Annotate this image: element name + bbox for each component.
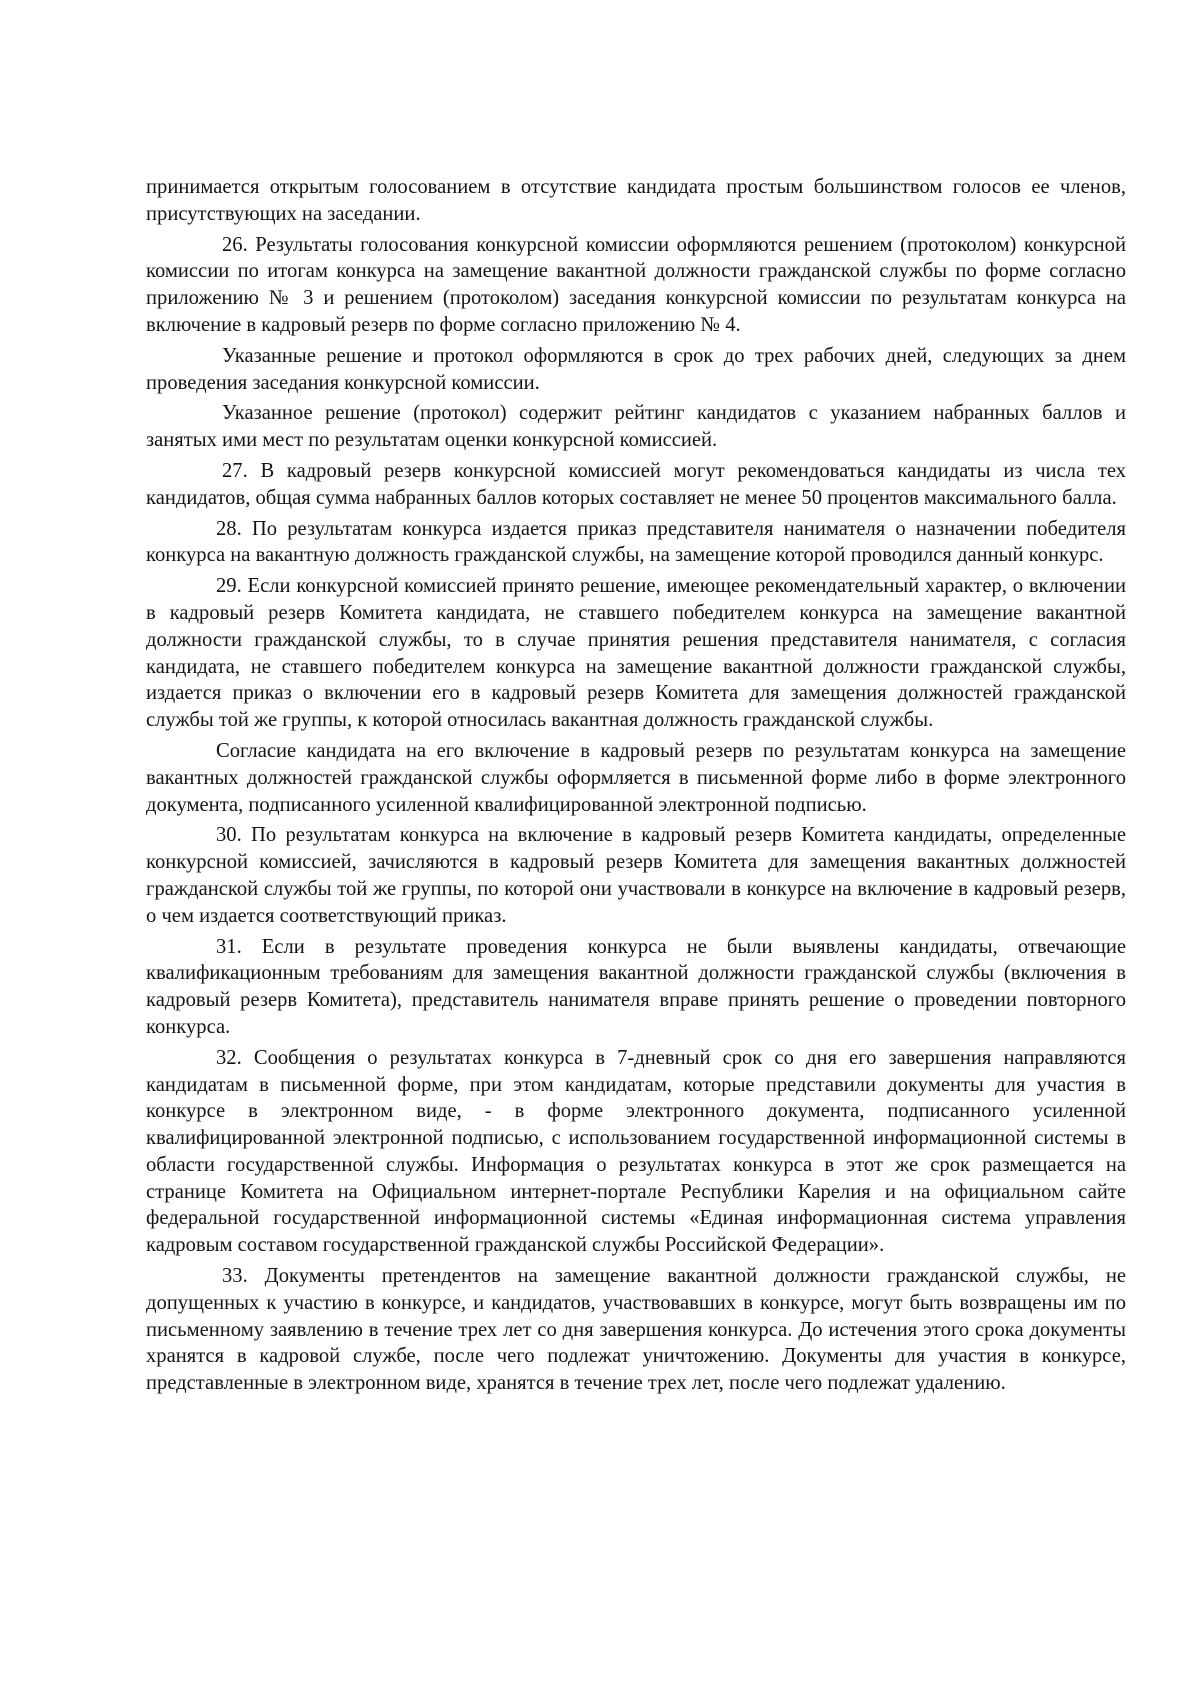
paragraph-30: 30. По результатам конкурса на включение в кадровый резерв Комитета кандидаты, определенные конкурсной комиссией, зачисляются в кадровый резерв Комитета для замещения вакантных должностей гражданской службы той же группы, по которой они участвовали в конкурсе на включение в кадровый резерв, о чем издается соответствующий приказ. [146,824,1126,927]
paragraph-26-deadline: Указанные решение и протокол оформляются в срок до трех рабочих дней, следующих за днем проведения заседания конкурсной комиссии. [146,344,1126,394]
paragraph-29-consent: Согласие кандидата на его включение в кадровый резерв по результатам конкурса на замещение вакантных должностей гражданской службы оформляется в письменной форме либо в форме электронного документа, подписанного усиленной квалифицированной электронной подписью. [146,739,1126,816]
paragraph-33: 33. Документы претендентов на замещение вакантной должности гражданской службы, не допущенных к участию в конкурсе, и кандидатов, участвовавших в конкурсе, могут быть возвращены им по письменному заявлению в течение трех лет со дня завершения конкурса. До истечения этого срока документы хранятся в кадровой службе, после чего подлежат уничтожению. Документы для участия в конкурсе, представленные в электронном виде, хранятся в течение трех лет, после чего подлежат удалению. [146,1265,1126,1395]
paragraph-continuation: принимается открытым голосованием в отсутствие кандидата простым большинством голосов ее членов, присутствующих на заседании. [146,176,1126,225]
paragraph-31: 31. Если в результате проведения конкурса не были выявлены кандидаты, отвечающие квалификационным требованиям для замещения вакантной должности гражданской службы (включения в кадровый резерв Комитета), представитель нанимателя вправе принять решение о проведении повторного конкурса. [146,935,1126,1038]
paragraph-26-rating: Указанное решение (протокол) содержит рейтинг кандидатов с указанием набранных баллов и занятых ими мест по результатам оценки конкурсной комиссией. [146,402,1126,452]
document-body [146,174,1126,1397]
paragraph-32: 32. Сообщения о результатах конкурса в 7-дневный срок со дня его завершения направляются кандидатам в письменной форме, при этом кандидатам, которые представили документы для участия в конкурсе в электронном виде, - в форме электронного документа, подписанного усиленной квалифицированной электронной подписью, с использованием государственной информационной системы в области государственной службы. Информация о результатах конкурса в этот же срок размещается на странице Комитета на Официальном интернет-портале Республики Карелия и на официальном сайте федеральной государственной информационной системы «Единая информационная система управления кадровым составом государственной гражданской службы Российской Федерации». [146,1046,1126,1257]
paragraph-28: 28. По результатам конкурса издается приказ представителя нанимателя о назначении победителя конкурса на вакантную должность гражданской службы, на замещение которой проводился данный конкурс. [146,517,1126,567]
paragraph-29: 29. Если конкурсной комиссией принято решение, имеющее рекомендательный характер, о включении в кадровый резерв Комитета кандидата, не ставшего победителем конкурса на замещение вакантной должности гражданской службы, то в случае принятия решения представителя нанимателя, с согласия кандидата, не ставшего победителем конкурса на замещение вакантной должности гражданской службы, издается приказ о включении его в кадровый резерв Комитета для замещения должностей гражданской службы той же группы, к которой относилась вакантная должность гражданской службы. [146,575,1126,732]
paragraph-26: 26. Результаты голосования конкурсной комиссии оформляются решением (протоколом) конкурсной комиссии по итогам конкурса на замещение вакантной должности гражданской службы по форме согласно приложению № 3 и решением (протоколом) заседания конкурсной комиссии по результатам конкурса на включение в кадровый резерв по форме согласно приложению № 4. [146,233,1126,336]
paragraph-27: 27. В кадровый резерв конкурсной комиссией могут рекомендоваться кандидаты из числа тех кандидатов, общая сумма набранных баллов которых составляет не менее 50 процентов максимального балла. [146,459,1126,509]
